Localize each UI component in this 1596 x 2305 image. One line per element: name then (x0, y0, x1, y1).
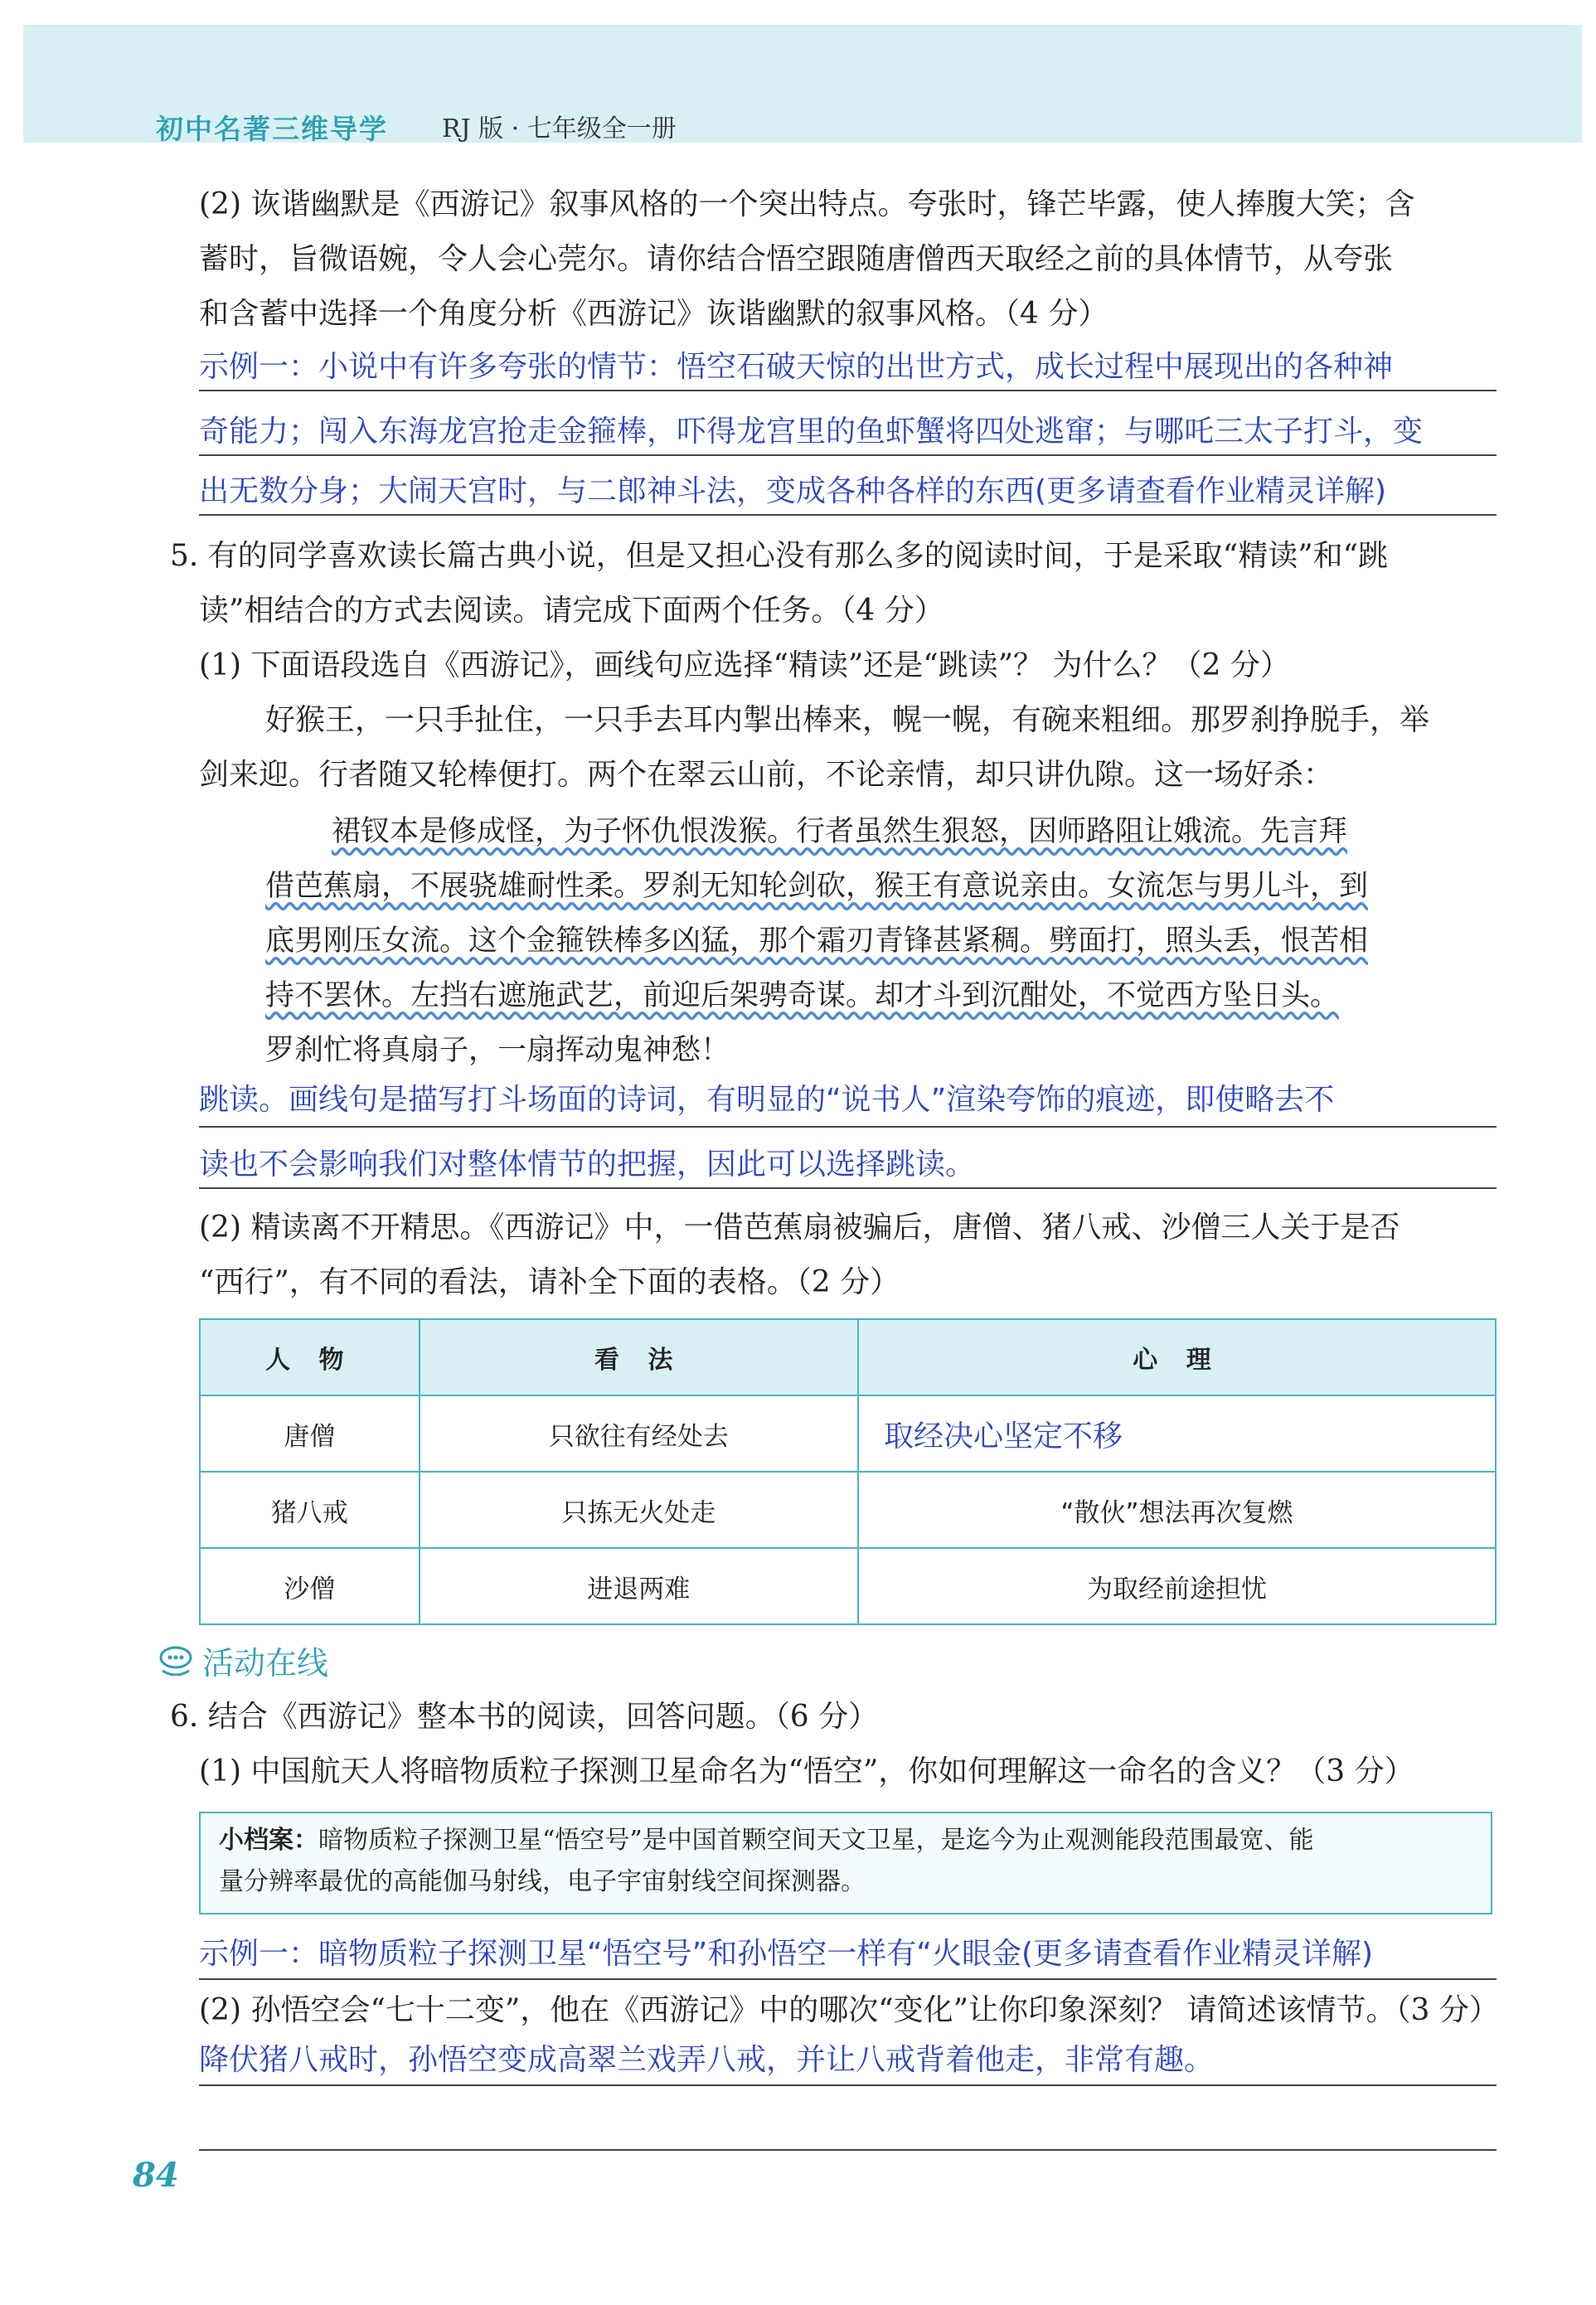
q6-sub1: (1) 中国航天人将暗物质粒子探测卫星命名为“悟空”，你如何理解这一命名的含义？（3 分） (199, 1754, 1414, 1788)
q5-sub2-line-2: “西行”，有不同的看法，请补全下面的表格。（2 分） (199, 1265, 900, 1299)
poem-line-3: 底男刚压女流。这个金箍铁棒多凶猛，那个霜刃青锋甚紧稠。劈面打，照头丢，恨苦相 (265, 924, 1369, 958)
q6-answer2: 降伏猪八戒时，孙悟空变成高翠兰戏弄八戒，并让八戒背着他走，非常有趣。 (199, 2043, 1215, 2077)
table-header-row (200, 1319, 1496, 1395)
header-psychology: 心 理 (858, 1319, 1496, 1395)
q4-2-line-1: (2) 诙谐幽默是《西游记》叙事风格的一个突出特点。夸张时，锋芒毕露，使人捧腹大笑；含 (199, 187, 1415, 221)
q4-2-answer-line-2: 奇能力；闯入东海龙宫抢走金箍棒，吓得龙宫里的鱼虾蟹将四处逃窜；与哪吒三太子打斗，变 (199, 415, 1424, 449)
book-title: 初中名著三维导学 (156, 113, 388, 145)
poem-line-1: 裙钗本是修成怪，为子怀仇恨泼猴。行者虽然生狠怒，因师路阻让娥流。先言拜 (332, 815, 1348, 848)
edition-label: RJ 版 · 七年级全一册 (442, 114, 677, 143)
answer-rule (199, 390, 1497, 391)
chat-bubble-icon (158, 1646, 194, 1676)
passage-line-1: 好猴王，一只手扯住，一只手去耳内掣出棒来，幌一幌，有碗来粗细。那罗刹挣脱手，举 (265, 703, 1430, 737)
answer-rule (199, 2149, 1497, 2151)
q5-sub1: (1) 下面语段选自《西游记》，画线句应选择“精读”还是“跳读”？ 为什么？（2 分） (199, 648, 1290, 682)
character-table (199, 1318, 1497, 1625)
cell-psychology: “散伙”想法再次复燃 (858, 1472, 1496, 1548)
archive-text-2: 量分辨率最优的高能伽马射线，电子宇宙射线空间探测器。 (219, 1867, 866, 1896)
table-row (200, 1472, 1496, 1548)
section-title: 活动在线 (202, 1645, 329, 1681)
table-row (200, 1395, 1496, 1472)
q4-2-answer-line-1: 示例一：小说中有许多夸张的情节：悟空石破天惊的出世方式，成长过程中展现出的各种神 (199, 350, 1394, 384)
section-heading (158, 1638, 328, 1683)
cell-psychology-answer: 取经决心坚定不移 (858, 1395, 1496, 1472)
answer-rule (199, 2084, 1497, 2086)
table-row (200, 1548, 1496, 1624)
answer-rule (199, 454, 1497, 456)
poem-line-4: 持不罢休。左挡右遮施武艺，前迎后架骋奇谋。却才斗到沉酣处，不觉西方坠日头。 (265, 979, 1340, 1012)
page-header (23, 25, 1582, 143)
q6-sub2: (2) 孙悟空会“七十二变”，他在《西游记》中的哪次“变化”让你印象深刻？ 请简述该情节。（3 分） (199, 1993, 1499, 2027)
answer-rule (199, 1978, 1497, 1980)
poem-line-2: 借芭蕉扇，不展骁雄耐性柔。罗刹无知轮剑砍，猴王有意说亲由。女流怎与男儿斗，到 (265, 870, 1369, 903)
q4-2-line-3: 和含蓄中选择一个角度分析《西游记》诙谐幽默的叙事风格。（4 分） (199, 297, 1108, 331)
page-number: 84 (133, 2156, 179, 2195)
archive-text-1: 暗物质粒子探测卫星“悟空号”是中国首颗空间天文卫星，是迄今为止观测能段范围最宽、能 (318, 1826, 1314, 1855)
cell-character: 唐僧 (200, 1395, 420, 1472)
archive-label: 小档案： (219, 1826, 318, 1855)
answer-rule (199, 1126, 1497, 1128)
header-character: 人 物 (200, 1319, 420, 1395)
answer-rule (199, 1187, 1497, 1189)
q4-2-line-2: 蓄时，旨微语婉，令人会心莞尔。请你结合悟空跟随唐僧西天取经之前的具体情节，从夸张 (199, 242, 1394, 276)
cell-view: 只欲往有经处去 (420, 1395, 858, 1472)
q5-sub2-line-1: (2) 精读离不开精思。《西游记》中，一借芭蕉扇被骗后，唐僧、猪八戒、沙僧三人关于是否 (199, 1211, 1400, 1245)
q5-answer1-line-2: 读也不会影响我们对整体情节的把握，因此可以选择跳读。 (199, 1148, 976, 1182)
cell-view: 只拣无火处走 (420, 1472, 858, 1548)
answer-rule (199, 514, 1497, 516)
archive-box (199, 1812, 1492, 1914)
q5-answer1-line-1: 跳读。画线句是描写打斗场面的诗词，有明显的“说书人”渲染夸饰的痕迹，即使略去不 (199, 1083, 1335, 1117)
cell-view: 进退两难 (420, 1548, 858, 1624)
poem-end: 罗刹忙将真扇子，一扇挥动鬼神愁！ (265, 1034, 730, 1067)
q4-2-answer-line-3: 出无数分身；大闹天宫时，与二郎神斗法，变成各种各样的东西(更多请查看作业精灵详解) (199, 474, 1387, 508)
cell-psychology: 为取经前途担忧 (858, 1548, 1496, 1624)
q5-stem-line-2: 读”相结合的方式去阅读。请完成下面两个任务。（4 分） (199, 594, 944, 628)
q6-stem: 6. 结合《西游记》整本书的阅读，回答问题。（6 分） (170, 1700, 879, 1734)
cell-character: 猪八戒 (200, 1472, 420, 1548)
q6-answer1: 示例一：暗物质粒子探测卫星“悟空号”和孙悟空一样有“火眼金(更多请查看作业精灵详解) (199, 1937, 1374, 1971)
header-view: 看 法 (420, 1319, 858, 1395)
cell-character: 沙僧 (200, 1548, 420, 1624)
q5-stem-line-1: 5. 有的同学喜欢读长篇古典小说，但是又担心没有那么多的阅读时间，于是采取“精读”和“跳 (170, 539, 1389, 573)
passage-line-2: 剑来迎。行者随又轮棒便打。两个在翠云山前，不论亲情，却只讲仇隙。这一场好杀： (199, 758, 1334, 792)
